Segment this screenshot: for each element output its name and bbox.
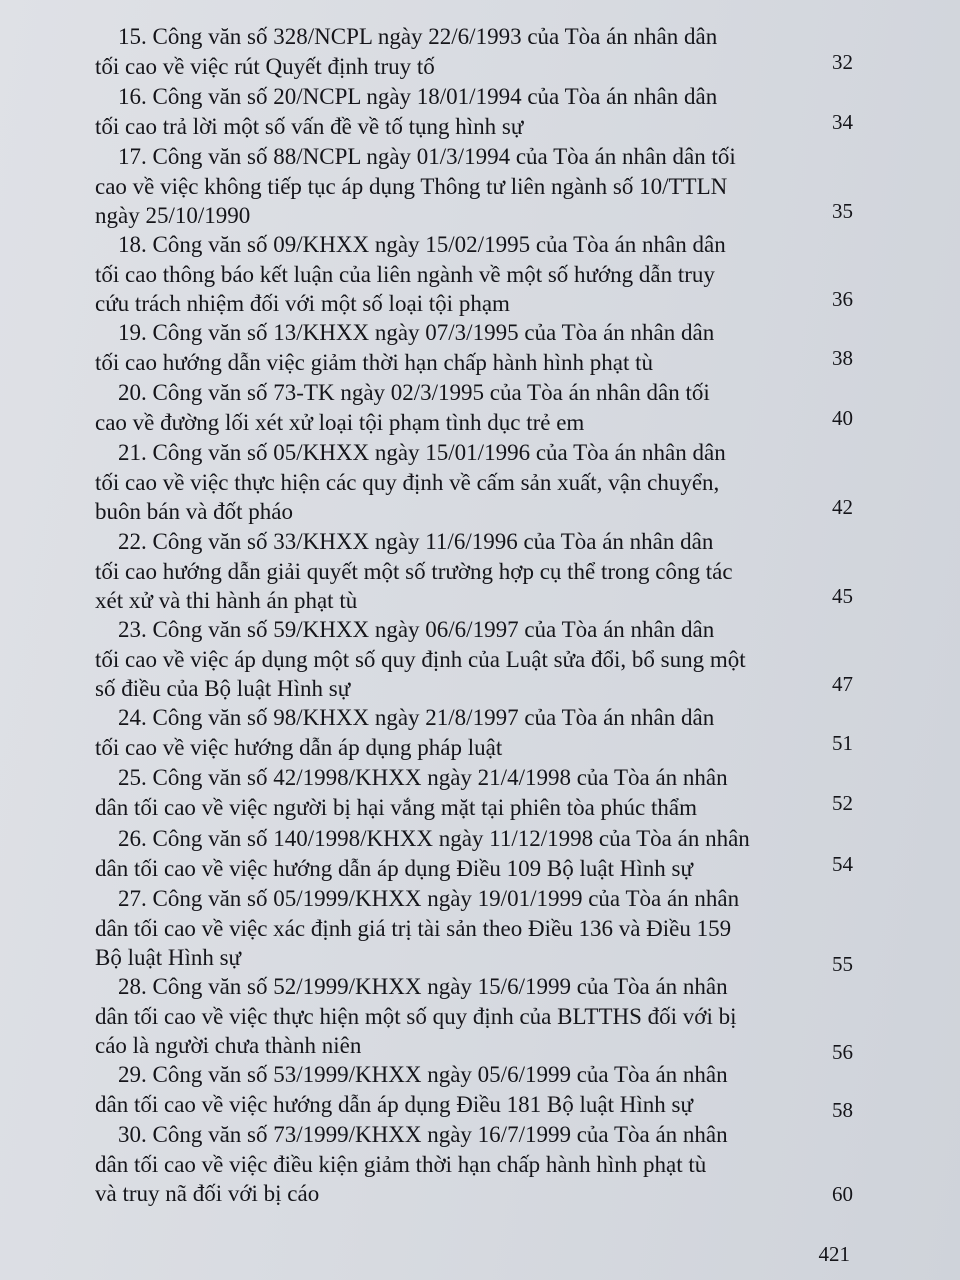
toc-entry-page-ref: 56 — [832, 1040, 853, 1064]
toc-entry-line: Bộ luật Hình sự — [95, 945, 241, 970]
toc-entry-line: tối cao về việc rút Quyết định truy tố — [95, 53, 435, 79]
toc-entry-line: 27. Công văn số 05/1999/KHXX ngày 19/01/1999 của Tòa án nhân — [118, 886, 740, 911]
toc-entry-title — [95, 884, 755, 973]
toc-entry-page-ref: 52 — [832, 791, 853, 815]
toc-entry-page-ref: 42 — [832, 495, 853, 519]
toc-entry-page-ref: 51 — [832, 731, 853, 755]
toc-entry-line: 15. Công văn số 328/NCPL ngày 22/6/1993 của Tòa án nhân dân — [118, 24, 718, 49]
toc-entry-page-ref: 40 — [832, 406, 853, 430]
toc-entry-page-ref: 60 — [832, 1182, 853, 1206]
page-number: 421 — [818, 1242, 850, 1266]
toc-entry-line: cao về việc không tiếp tục áp dụng Thông tư liên ngành số 10/TTLN — [95, 173, 728, 199]
toc-entry-line: 25. Công văn số 42/1998/KHXX ngày 21/4/1998 của Tòa án nhân — [118, 765, 728, 790]
toc-entry-title — [95, 615, 755, 704]
toc-entry-line: 20. Công văn số 73-TK ngày 02/3/1995 của Tòa án nhân dân tối — [118, 380, 710, 405]
toc-entry-line: 26. Công văn số 140/1998/KHXX ngày 11/12/1998 của Tòa án nhân — [118, 826, 750, 851]
toc-entry — [95, 763, 875, 822]
toc-entry-line: tối cao trả lời một số vấn đề về tố tụng hình sự — [95, 113, 524, 139]
toc-entry-line: tối cao hướng dẫn giải quyết một số trường hợp cụ thể trong công tác — [95, 558, 733, 584]
toc-entry-line: 17. Công văn số 88/NCPL ngày 01/3/1994 của Tòa án nhân dân tối — [118, 144, 736, 169]
toc-entry — [95, 615, 875, 704]
toc-entry-title — [95, 438, 755, 527]
toc-entry-title — [95, 22, 755, 81]
toc-entry-line: tối cao thông báo kết luận của liên ngành về một số hướng dẫn truy — [95, 261, 715, 287]
toc-entry — [95, 318, 875, 377]
toc-entry-line: cao về đường lối xét xử loại tội phạm tình dục trẻ em — [95, 409, 585, 435]
toc-entry-page-ref: 55 — [832, 952, 853, 976]
toc-entry-page-ref: 45 — [832, 584, 853, 608]
toc-entry-title — [95, 763, 755, 822]
toc-entry — [95, 438, 875, 527]
toc-entry-page-ref: 36 — [832, 287, 853, 311]
toc-entry-line: xét xử và thi hành án phạt tù — [95, 588, 358, 613]
toc-entry-page-ref: 32 — [832, 50, 853, 74]
toc-entry — [95, 703, 875, 762]
toc-entry-title — [95, 1120, 755, 1209]
toc-entry — [95, 230, 875, 319]
toc-entry-line: tối cao về việc áp dụng một số quy định của Luật sửa đổi, bổ sung một — [95, 646, 746, 672]
toc-entry-title — [95, 142, 755, 231]
toc-entry-page-ref: 34 — [832, 110, 853, 134]
toc-entry-page-ref: 47 — [832, 672, 853, 696]
toc-entry — [95, 378, 875, 437]
toc-entry-title — [95, 230, 755, 319]
toc-entry-line: 29. Công văn số 53/1999/KHXX ngày 05/6/1999 của Tòa án nhân — [118, 1062, 728, 1087]
toc-entry-title — [95, 527, 755, 616]
toc-entry — [95, 142, 875, 231]
toc-entry — [95, 82, 875, 141]
toc-entry — [95, 824, 875, 883]
toc-entry-line: 28. Công văn số 52/1999/KHXX ngày 15/6/1999 của Tòa án nhân — [118, 974, 728, 999]
toc-entry-line: cứu trách nhiệm đối với một số loại tội phạm — [95, 291, 510, 316]
toc-entry-page-ref: 35 — [832, 199, 853, 223]
toc-entry-line: buôn bán và đốt pháo — [95, 499, 294, 524]
toc-entry — [95, 1060, 875, 1122]
toc-entry-title — [95, 824, 755, 883]
toc-entry-line: 23. Công văn số 59/KHXX ngày 06/6/1997 của Tòa án nhân dân — [118, 617, 715, 642]
toc-entry-line: tối cao hướng dẫn việc giảm thời hạn chấp hành hình phạt tù — [95, 349, 653, 375]
toc-entry-page-ref: 38 — [832, 346, 853, 370]
toc-entry-title — [95, 1060, 755, 1119]
toc-entry-page-ref: 54 — [832, 852, 853, 876]
toc-entry-line: tối cao về việc hướng dẫn áp dụng pháp luật — [95, 734, 503, 760]
toc-entry — [95, 972, 875, 1064]
toc-entry — [95, 22, 875, 81]
toc-entry-line: cáo là người chưa thành niên — [95, 1033, 362, 1058]
toc-entry-title — [95, 378, 755, 437]
toc-entry-title — [95, 972, 755, 1061]
toc-entry — [95, 884, 875, 976]
toc-entry-line: dân tối cao về việc người bị hại vắng mặt tại phiên tòa phúc thẩm — [95, 794, 698, 820]
toc-entry-title — [95, 703, 755, 762]
toc-entry-line: dân tối cao về việc hướng dẫn áp dụng Điều 181 Bộ luật Hình sự — [95, 1091, 693, 1117]
toc-entry-line: ngày 25/10/1990 — [95, 203, 251, 228]
toc-entry — [95, 527, 875, 616]
toc-entry-page-ref: 58 — [832, 1098, 853, 1122]
toc-entry-line: 21. Công văn số 05/KHXX ngày 15/01/1996 của Tòa án nhân dân — [118, 440, 726, 465]
toc-entry-line: dân tối cao về việc thực hiện một số quy định của BLTTHS đối với bị — [95, 1003, 737, 1029]
toc-entry-line: 19. Công văn số 13/KHXX ngày 07/3/1995 của Tòa án nhân dân — [118, 320, 715, 345]
toc-entry-line: dân tối cao về việc xác định giá trị tài sản theo Điều 136 và Điều 159 — [95, 915, 732, 941]
toc-entry-line: và truy nã đối với bị cáo — [95, 1181, 320, 1206]
toc-entry-line: 30. Công văn số 73/1999/KHXX ngày 16/7/1999 của Tòa án nhân — [118, 1122, 728, 1147]
toc-entry-line: 16. Công văn số 20/NCPL ngày 18/01/1994 của Tòa án nhân dân — [118, 84, 718, 109]
toc-entry-line: tối cao về việc thực hiện các quy định về cấm sản xuất, vận chuyển, — [95, 469, 720, 495]
toc-entry-line: 22. Công văn số 33/KHXX ngày 11/6/1996 của Tòa án nhân dân — [118, 529, 714, 554]
toc-entry-line: số điều của Bộ luật Hình sự — [95, 676, 351, 701]
toc-entry — [95, 1120, 875, 1209]
toc-entry-line: 18. Công văn số 09/KHXX ngày 15/02/1995 của Tòa án nhân dân — [118, 232, 726, 257]
toc-entry-title — [95, 82, 755, 141]
toc-entry-line: dân tối cao về việc điều kiện giảm thời hạn chấp hành hình phạt tù — [95, 1151, 707, 1177]
toc-entry-line: dân tối cao về việc hướng dẫn áp dụng Điều 109 Bộ luật Hình sự — [95, 855, 693, 881]
toc-entry-title — [95, 318, 755, 377]
toc-entry-line: 24. Công văn số 98/KHXX ngày 21/8/1997 của Tòa án nhân dân — [118, 705, 715, 730]
